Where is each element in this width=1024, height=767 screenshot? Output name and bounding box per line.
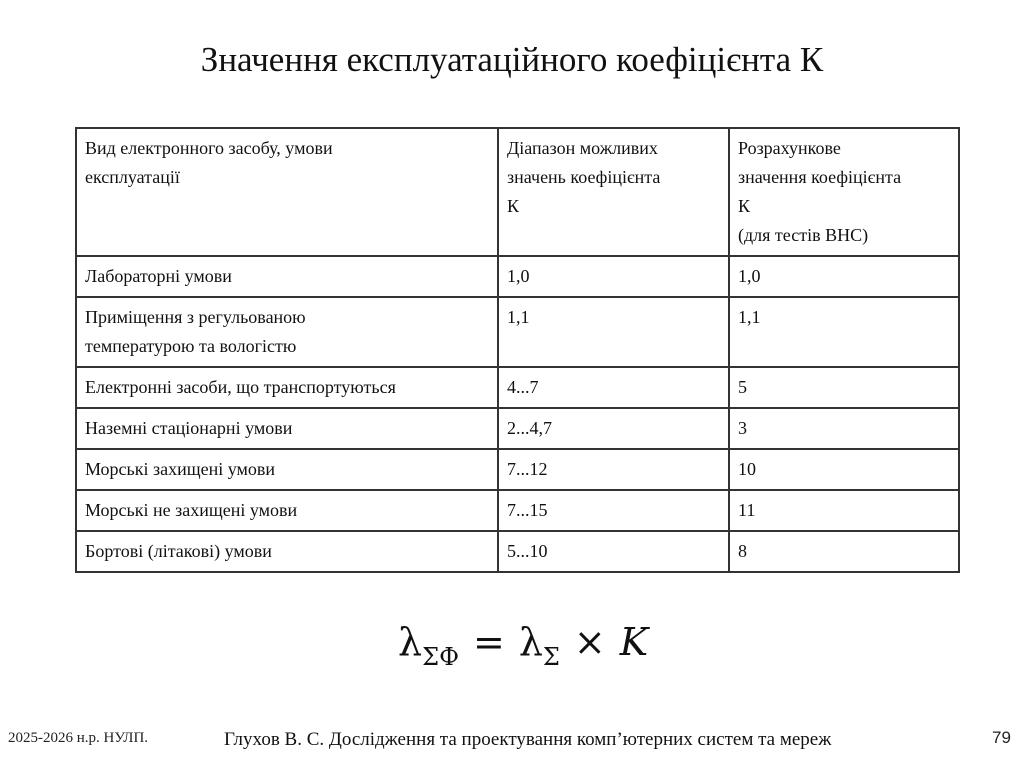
- cell-range: 5...10: [498, 531, 729, 572]
- formula-times: ×: [573, 620, 606, 664]
- table-row: [76, 449, 959, 490]
- formula-subscript-rhs: Σ: [542, 643, 560, 671]
- cell-value: 5: [729, 367, 959, 408]
- page-number: 79: [992, 728, 1011, 747]
- cell-value: 3: [729, 408, 959, 449]
- header-value: Розрахункове значення коефіцієнта К (для тестів ВНС): [729, 128, 959, 256]
- table-row: [76, 297, 959, 367]
- cell-range: 4...7: [498, 367, 729, 408]
- failure-rate-formula: [398, 612, 648, 677]
- cell-condition: Морські не захищені умови: [76, 490, 498, 531]
- cell-condition: Бортові (літакові) умови: [76, 531, 498, 572]
- cell-condition: Морські захищені умови: [76, 449, 498, 490]
- cell-value: 10: [729, 449, 959, 490]
- table-row: [76, 490, 959, 531]
- cell-value: 1,1: [729, 297, 959, 367]
- header-range: Діапазон можливих значень коефіцієнта К: [498, 128, 729, 256]
- table-row: [76, 408, 959, 449]
- cell-range: 7...15: [498, 490, 729, 531]
- cell-range: 7...12: [498, 449, 729, 490]
- slide-title: Значення експлуатаційного коефіцієнта К: [200, 40, 824, 79]
- cell-range: 1,0: [498, 256, 729, 297]
- coefficient-table: [75, 127, 960, 573]
- cell-range: 1,1: [498, 297, 729, 367]
- formula-lambda-rhs: λ: [518, 620, 543, 664]
- formula-equals: =: [472, 620, 505, 664]
- footer-academic-year: 2025-2026 н.р. НУЛП.: [8, 730, 149, 746]
- cell-condition: Електронні засоби, що транспортуються: [76, 367, 498, 408]
- table-row: [76, 256, 959, 297]
- cell-condition: Лабораторні умови: [76, 256, 498, 297]
- formula-subscript-lhs: ΣФ: [422, 643, 459, 671]
- header-condition: Вид електронного засобу, умови експлуатації: [76, 128, 498, 256]
- cell-condition: Приміщення з регульованою температурою та вологістю: [76, 297, 498, 367]
- formula-factor-k: K: [619, 620, 649, 664]
- footer-course-title: Глухов В. С. Дослідження та проектування комп’ютерних систем та мереж: [224, 729, 832, 750]
- cell-condition: Наземні стаціонарні умови: [76, 408, 498, 449]
- cell-value: 1,0: [729, 256, 959, 297]
- table-row: [76, 531, 959, 572]
- cell-value: 11: [729, 490, 959, 531]
- table-row: [76, 367, 959, 408]
- table-header-row: [76, 128, 959, 256]
- formula-lambda-lhs: λ: [398, 620, 423, 664]
- cell-value: 8: [729, 531, 959, 572]
- cell-range: 2...4,7: [498, 408, 729, 449]
